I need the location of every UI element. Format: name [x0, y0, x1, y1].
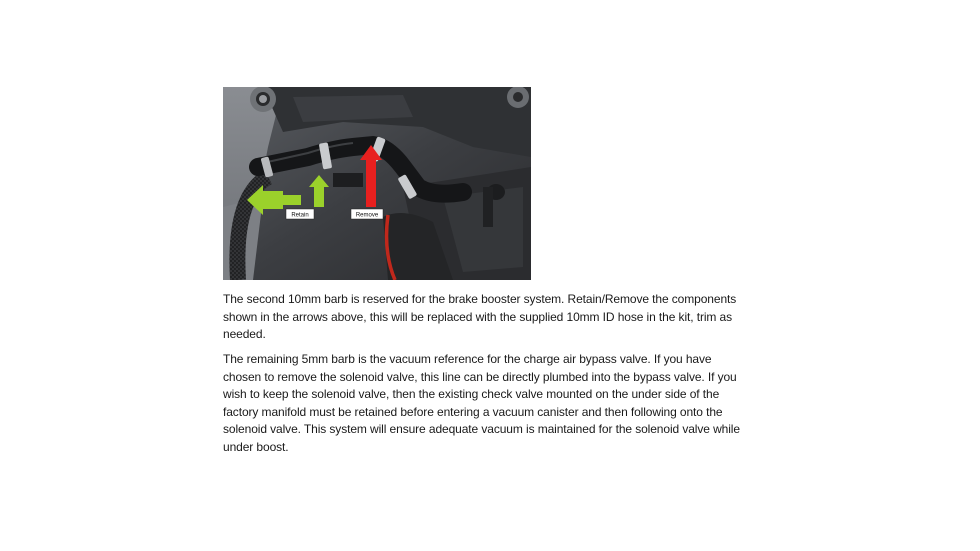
remove-label: Remove	[355, 212, 379, 219]
paragraph-brake-booster: The second 10mm barb is reserved for the brake booster system. Retain/Remove the components shown in the arrows above, this will be replaced with the supplied 10mm ID hose in the kit, trim as needed.	[223, 292, 737, 342]
paragraph-vacuum-reference: The remaining 5mm barb is the vacuum reference for the charge air bypass valve. If you have chosen to remove the solenoid valve, this line can be directly plumbed into the bypass valve. If you wish to keep the solenoid valve, then the existing check valve mounted on the under side of the factory manifold must be retained before entering a vacuum canister and then following onto the solenoid valve. This system will ensure adequate vacuum is maintained for the solenoid valve while under boost.	[223, 352, 740, 454]
retain-label: Retain	[291, 212, 309, 219]
engine-hose-photo	[223, 87, 531, 280]
